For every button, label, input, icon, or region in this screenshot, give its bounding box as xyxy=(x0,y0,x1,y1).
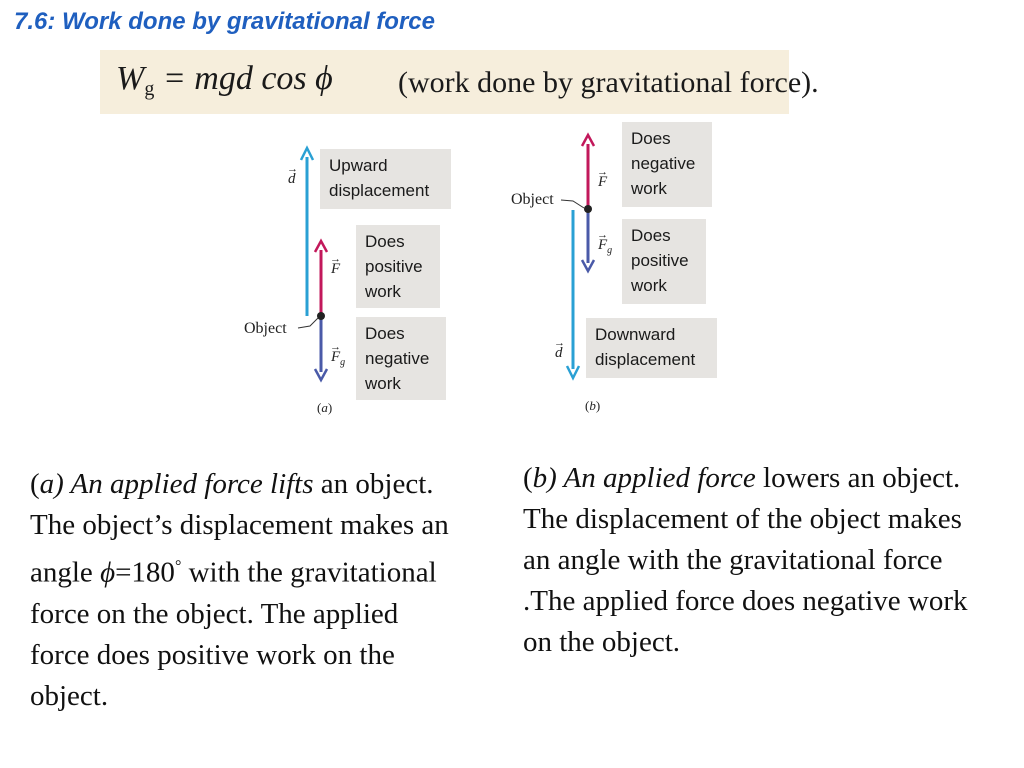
a-positive-work-box: Does positive work xyxy=(356,225,440,308)
formula-equation: $W_g$ = mgd cos ϕ xyxy=(116,60,333,100)
b-caption: (b) xyxy=(585,398,601,413)
formula-note: (work done by gravitational force). xyxy=(398,66,819,99)
b-object-label: Object xyxy=(511,191,554,208)
slide-title: 7.6: Work done by gravitational force xyxy=(14,8,435,35)
a-negative-work-box: Does negative work xyxy=(356,317,446,400)
explanation-b: (b) An applied force lowers an object. The displacement of the object makes an angle with the gravitational force .The applied force does negative work on the object. xyxy=(523,462,968,658)
b-negative-work-box: Does negative work xyxy=(622,122,712,207)
b-downward-displacement-box: Downward displacement xyxy=(586,318,717,378)
a-vector-d-label: → d xyxy=(287,163,298,187)
b-positive-work-box: Does positive work xyxy=(622,219,706,304)
a-vector-F-label: → F xyxy=(330,253,341,277)
b-object-leader xyxy=(561,200,584,208)
b-vector-F-label: → F xyxy=(597,166,608,190)
a-caption: (a) xyxy=(317,400,333,415)
explanation-a: (a) An applied force lifts an object. The object’s displacement makes an angle ϕ=180° with the gravitational force on the object. The applied force does positive work on the object. xyxy=(30,468,449,712)
a-object-dot xyxy=(317,312,325,320)
b-vector-d-label: → d xyxy=(554,337,565,361)
b-vector-Fg-label: → $F_g$ xyxy=(597,229,613,256)
a-upward-displacement-box: Upward displacement xyxy=(320,149,451,209)
a-vector-Fg-label: → $F_g$ xyxy=(330,341,346,368)
a-object-label: Object xyxy=(244,320,287,337)
b-object-dot xyxy=(584,205,592,213)
a-object-leader xyxy=(298,318,318,328)
